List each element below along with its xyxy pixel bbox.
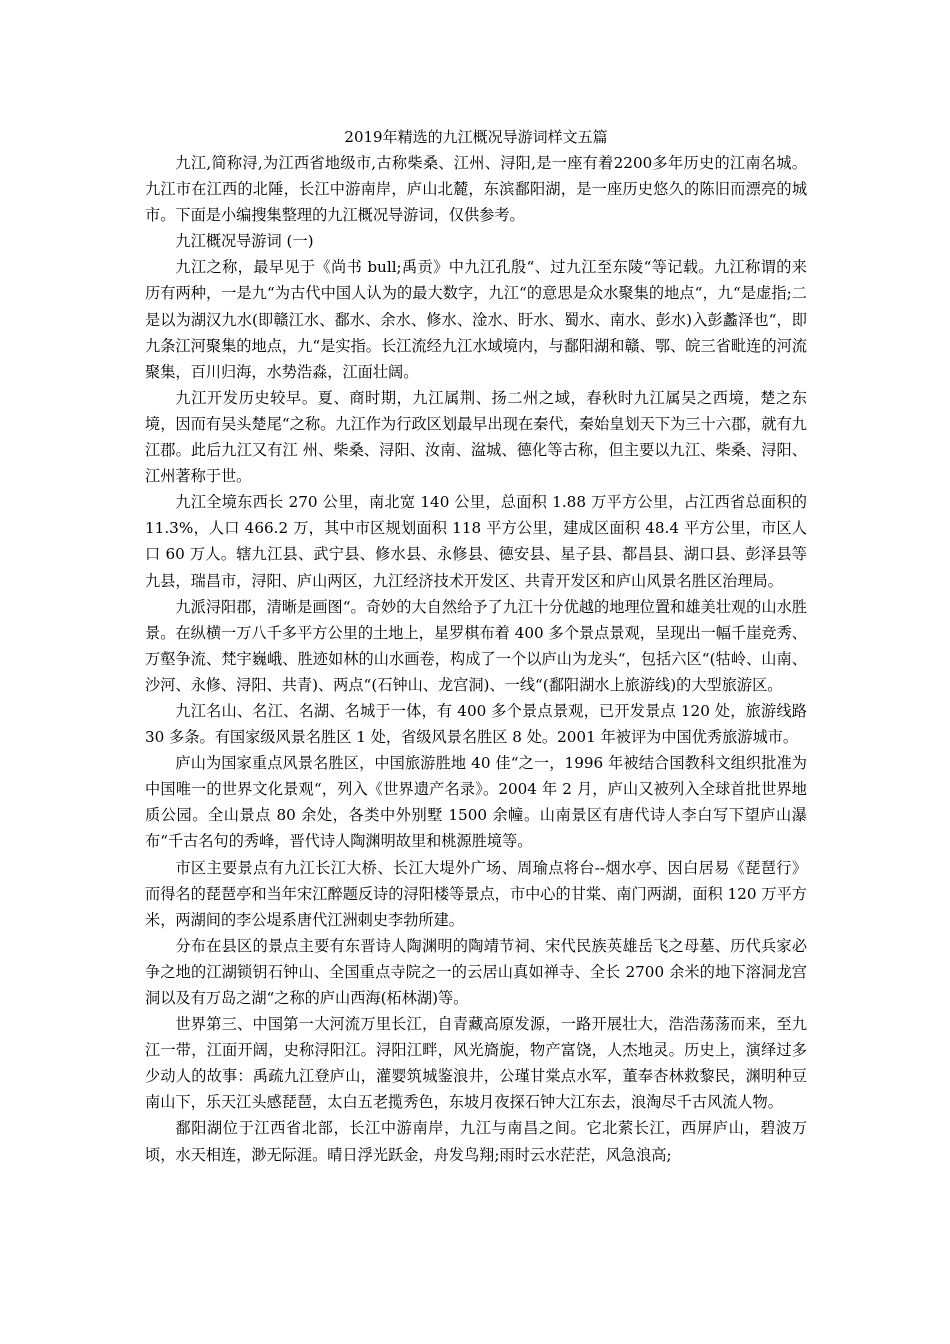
paragraph-scenery: 九派浔阳郡，清晰是画图“。奇妙的大自然给予了九江十分优越的地理位置和雄美壮观的山水胜景。在纵横一万八千多平方公里的土地上，星罗棋布着 400 多个景点景观，呈现出一幅千崖竞秀、万壑争流、梵宇巍峨、胜迹如林的山水画卷，构成了一个以庐山为龙头“，包括六区“(牯岭、山南、沙河、永修、浔阳、共青)、两点“(石钟山、龙宫洞)、一线“(鄱阳湖水上旅游线)的大型旅游区。: [145, 597, 807, 694]
paragraph-tourism: 九江名山、名江、名湖、名城于一体，有 400 多个景点景观，已开发景点 120 处，旅游线路 30 多条。有国家级风景名胜区 1 处，省级风景名胜区 8 处。2001 年被评为中国优秀旅游城市。: [145, 701, 807, 747]
section-heading: 九江概况导游词 (一): [175, 232, 314, 251]
paragraph-poyang-lake: 鄱阳湖位于江西省北部，长江中游南岸，九江与南昌之间。它北萦长江，西屏庐山，碧波万顷，水天相连，渺无际涯。晴日浮光跃金，舟发鸟翔;雨时云水茫茫，风急浪高;: [145, 1119, 807, 1164]
paragraph-city-sights: 市区主要景点有九江长江大桥、长江大堤外广场、周瑜点将台--烟水亭、因白居易《琵琶行》而得名的琵琶亭和当年宋江醉题反诗的浔阳楼等景点，市中心的甘棠、南门两湖，面积 120 万平方米，两湖间的李公堤系唐代江洲刺史李勃所建。: [145, 858, 807, 929]
paragraph-yangtze: 世界第三、中国第一大河流万里长江，自青藏高原发源，一路开展壮大，浩浩荡荡而来，至九江一带，江面开阔，史称浔阳江。浔阳江畔，风光旖旎，物产富饶，人杰地灵。历史上，演绎过多少动人的故事：禹疏九江登庐山，灌婴筑城鉴浪井，公瑾甘棠点水军，董奉杏林救黎民，渊明种豆南山下，乐天江头感琵琶，太白五老揽秀色，东坡月夜探石钟大江东去，浪淘尽千古风流人物。: [145, 1015, 807, 1112]
paragraph-geography: 九江全境东西长 270 公里，南北宽 140 公里，总面积 1.88 万平方公里，占江西省总面积的 11.3%，人口 466.2 万，其中市区规划面积 118 平方公里，建成区面积 48.4 平方公里，市区人口 60 万人。辖九江县、武宁县、修水县、永修县、德安县、星子县、都昌县、湖口县、彭泽县等九县，瑞昌市，浔阳、庐山两区，九江经济技术开发区、共青开发区和庐山风景名胜区治理局。: [145, 493, 807, 590]
document-page: [145, 124, 807, 1168]
paragraph-name-origin: 九江之称，最早见于《尚书 bull;禹贡》中九江孔殷“、过九江至东陵“等记载。九江称谓的来历有两种，一是九“为古代中国人认为的最大数字，九江“的意思是众水聚集的地点“，九“是虚指;二是以为湖汉九水(即赣江水、鄱水、余水、修水、淦水、盱水、蜀水、南水、彭水)入彭蠡泽也“，即九条江河聚集的地点，九“是实指。长江流经九江水域境内，与鄱阳湖和赣、鄂、皖三省毗连的河流聚集，百川归海，水势浩淼，江面壮阔。: [145, 258, 807, 381]
intro-paragraph: 九江,简称浔,为江西省地级市,古称柴桑、江州、浔阳,是一座有着2200多年历史的江南名城。九江市在江西的北陲，长江中游南岸，庐山北麓，东滨鄱阳湖，是一座历史悠久的陈旧而漂亮的城市。下面是小编搜集整理的九江概况导游词，仅供参考。: [145, 154, 807, 225]
document-title: 2019年精选的九江概况导游词样文五篇: [344, 128, 608, 146]
paragraph-history: 九江开发历史较早。夏、商时期，九江属荆、扬二州之域，春秋时九江属吴之西境，楚之东境，因而有吴头楚尾“之称。九江作为行政区划最早出现在秦代，秦始皇划天下为三十六郡，就有九江郡。此后九江又有江 州、柴桑、浔阳、汝南、湓城、德化等古称，但主要以九江、柴桑、浔阳、江州著称于世。: [145, 388, 807, 486]
paragraph-county-sights: 分布在县区的景点主要有东晋诗人陶渊明的陶靖节祠、宋代民族英雄岳飞之母墓、历代兵家必争之地的江湖锁钥石钟山、全国重点寺院之一的云居山真如禅寺、全长 2700 余米的地下溶洞龙宫洞以及有万岛之湖“之称的庐山西海(柘林湖)等。: [145, 936, 807, 1007]
paragraph-lushan: 庐山为国家重点风景名胜区，中国旅游胜地 40 佳“之一，1996 年被结合国教科文组织批准为中国唯一的世界文化景观“，列入《世界遗产名录》。2004 年 2 月，庐山又被列入全球首批世界地质公园。全山景点 80 余处，各类中外别墅 1500 余幢。山南景区有唐代诗人李白写下望庐山瀑布“千古名句的秀峰，晋代诗人陶渊明故里和桃源胜境等。: [145, 754, 807, 851]
